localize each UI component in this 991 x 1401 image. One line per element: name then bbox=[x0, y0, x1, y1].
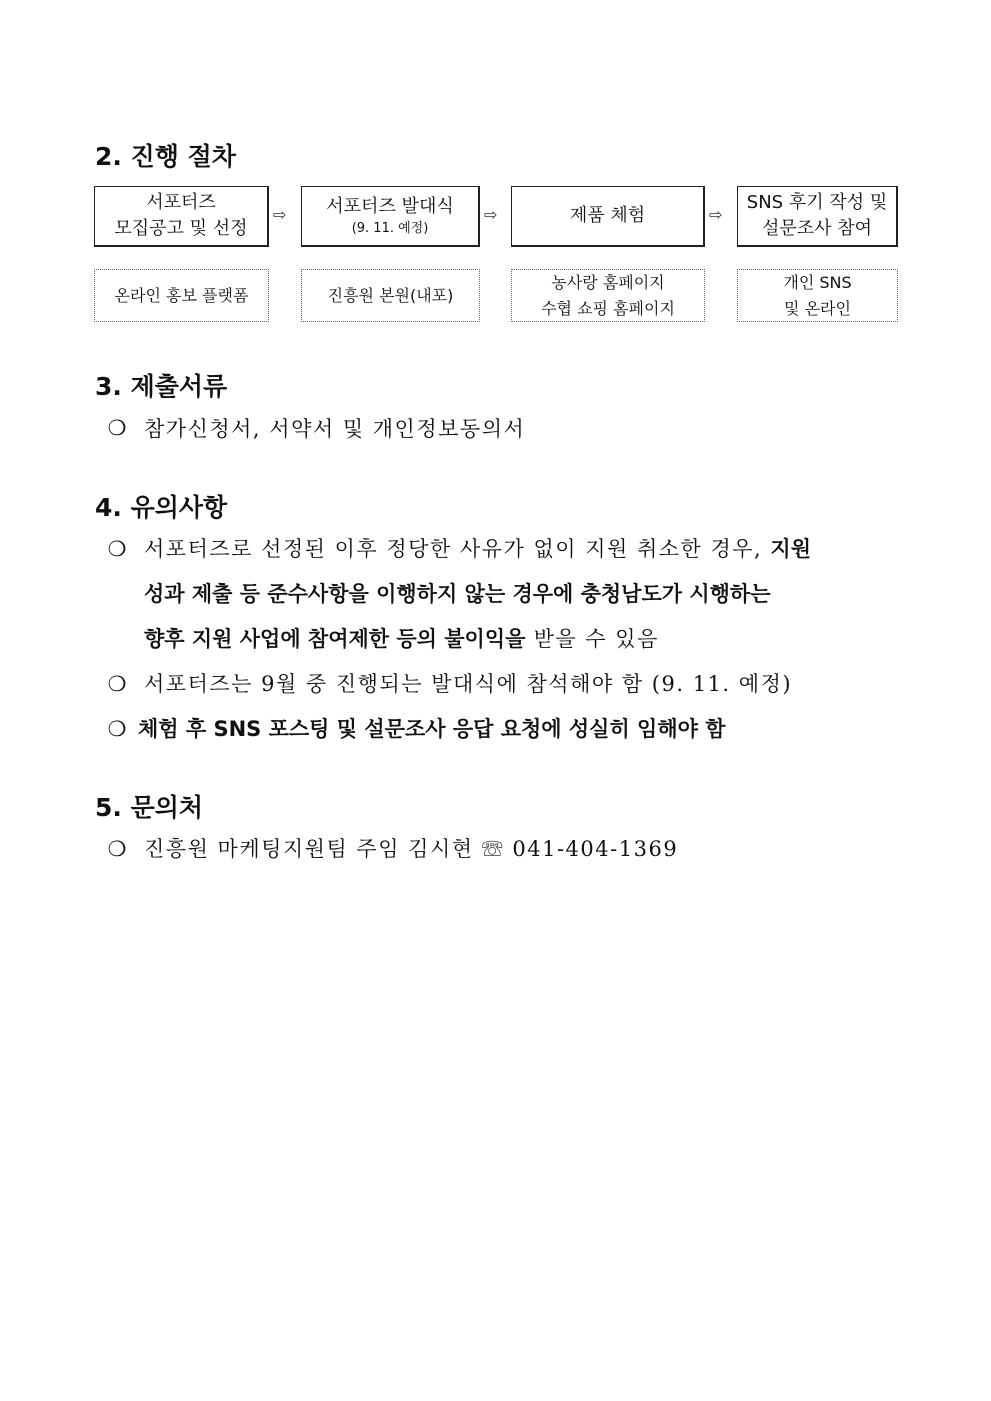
process-step-3 bbox=[511, 186, 705, 247]
arrow-right-icon: ⇨ bbox=[484, 205, 498, 224]
arrow-right-icon: ⇨ bbox=[273, 205, 287, 224]
circle-bullet-icon: ❍ bbox=[107, 717, 127, 741]
channel-3 bbox=[511, 269, 705, 322]
channel-3-line-1: 농사랑 홈페이지 bbox=[551, 272, 665, 292]
channel-4-line-1: 개인 SNS bbox=[783, 272, 852, 292]
process-step-4 bbox=[737, 186, 898, 247]
notice-item-1-line-1 bbox=[144, 533, 811, 563]
section-5-title: 5. 문의처 bbox=[95, 793, 204, 822]
step-4-line-2: 설문조사 참여 bbox=[761, 218, 873, 239]
section-3-title: 3. 제출서류 bbox=[95, 372, 228, 401]
channel-4-line-2: 및 온라인 bbox=[784, 298, 851, 318]
step-4-line-1: SNS 후기 작성 및 bbox=[746, 192, 888, 213]
notice-item-1-line-3 bbox=[144, 623, 659, 653]
documents-item: 참가신청서, 서약서 및 개인정보동의서 bbox=[144, 417, 526, 441]
step-2-sub: (9. 11. 예정) bbox=[351, 221, 429, 236]
step-1-line-1: 서포터즈 bbox=[146, 192, 216, 213]
contact-info: 진흥원 마케팅지원팀 주임 김시현 ☏ 041-404-1369 bbox=[144, 837, 679, 861]
channel-4 bbox=[737, 269, 898, 322]
channel-2-line-1: 진흥원 본원(내포) bbox=[327, 285, 454, 305]
arrow-right-icon: ⇨ bbox=[709, 205, 723, 224]
notice-item-2: 서포터즈는 9월 중 진행되는 발대식에 참석해야 함 (9. 11. 예정) bbox=[144, 672, 793, 696]
circle-bullet-icon: ❍ bbox=[107, 672, 127, 696]
channel-1-line-1: 온라인 홍보 플랫폼 bbox=[114, 285, 249, 305]
channel-2 bbox=[301, 269, 480, 322]
step-3-line-1: 제품 체험 bbox=[569, 205, 646, 226]
notice-item-1-line-2: 성과 제출 등 준수사항을 이행하지 않는 경우에 충청남도가 시행하는 bbox=[144, 582, 771, 606]
channel-3-line-2: 수협 쇼핑 홈페이지 bbox=[541, 298, 675, 318]
circle-bullet-icon: ❍ bbox=[107, 537, 127, 561]
notice-item-1-line-3-text: 받을 수 있음 bbox=[525, 627, 659, 651]
process-step-2 bbox=[301, 186, 480, 247]
channel-1 bbox=[94, 269, 269, 322]
step-2-line-1: 서포터즈 발대식 bbox=[326, 196, 454, 217]
notice-item-1-line-1-text: 서포터즈로 선정된 이후 정당한 사유가 없이 지원 취소한 경우, bbox=[144, 537, 771, 561]
notice-item-1-line-3-bold: 향후 지원 사업에 참여제한 등의 불이익을 bbox=[144, 627, 526, 651]
notice-item-3: 체험 후 SNS 포스팅 및 설문조사 응답 요청에 성실히 임해야 함 bbox=[138, 717, 726, 741]
notice-item-1-line-1-bold: 지원 bbox=[770, 537, 811, 561]
section-4-title: 4. 유의사항 bbox=[95, 493, 228, 522]
step-1-line-2: 모집공고 및 선정 bbox=[114, 218, 248, 239]
process-step-1 bbox=[94, 186, 269, 247]
circle-bullet-icon: ❍ bbox=[107, 837, 127, 861]
section-2-title: 2. 진행 절차 bbox=[95, 142, 236, 171]
circle-bullet-icon: ❍ bbox=[107, 416, 127, 440]
